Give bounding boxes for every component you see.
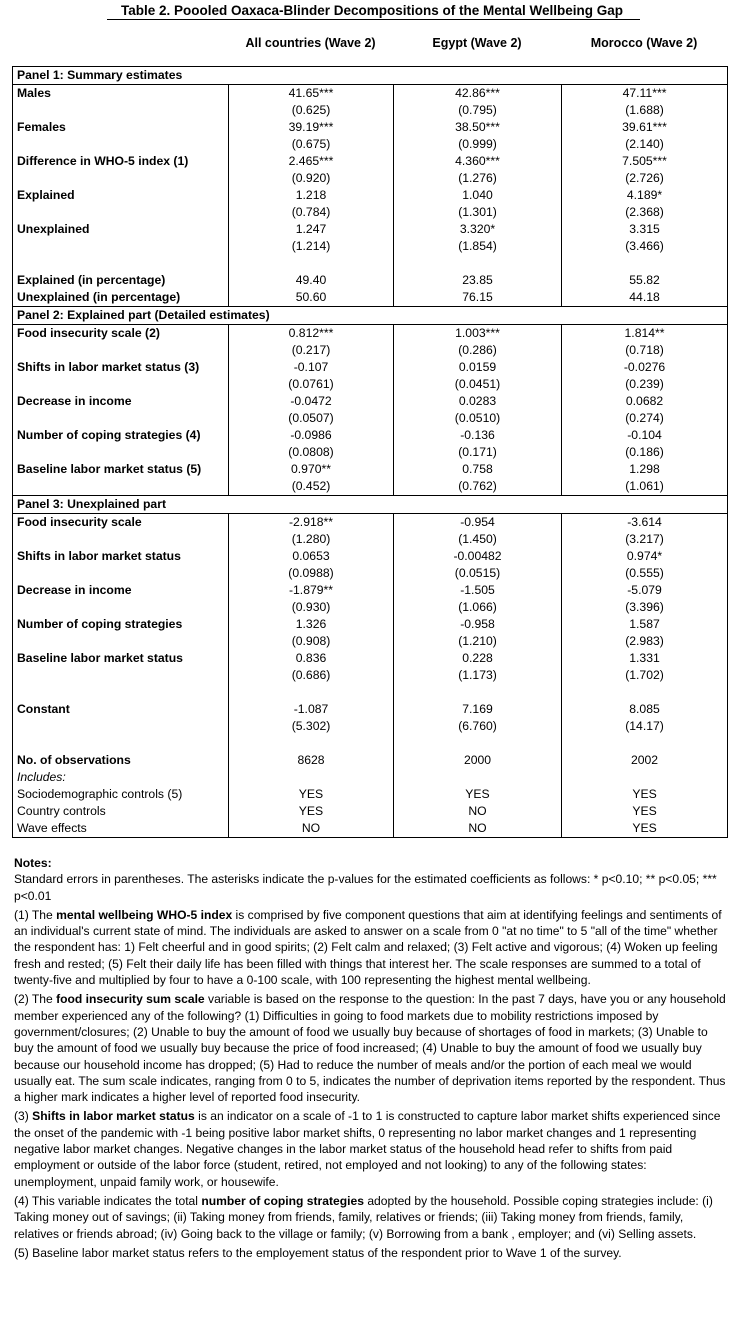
cell-value: 0.0653 xyxy=(229,548,394,565)
cell-value: 0.228 xyxy=(394,650,562,667)
cell-value: (2.726) xyxy=(562,170,728,187)
cell-value: -1.505 xyxy=(394,582,562,599)
cell-value: (1.854) xyxy=(394,238,562,255)
table-row xyxy=(13,633,728,650)
cell-value: 0.970** xyxy=(229,461,394,478)
row-label: Unexplained xyxy=(13,221,229,238)
row-label xyxy=(13,531,229,548)
cell-value: (0.0515) xyxy=(394,565,562,582)
row-label: Females xyxy=(13,119,229,136)
cell-value: YES xyxy=(394,786,562,803)
cell-value: -0.0986 xyxy=(229,427,394,444)
cell-value: 1.331 xyxy=(562,650,728,667)
cell-value: (0.784) xyxy=(229,204,394,221)
cell-value: 1.040 xyxy=(394,187,562,204)
table-row xyxy=(13,514,728,532)
cell-value: 2000 xyxy=(394,752,562,769)
table-row xyxy=(13,565,728,582)
cell-value: (1.280) xyxy=(229,531,394,548)
cell-value: (1.688) xyxy=(562,102,728,119)
cell-value: (0.0507) xyxy=(229,410,394,427)
table-row xyxy=(13,136,728,153)
panel-header: Panel 3: Unexplained part xyxy=(13,496,728,514)
title-underline xyxy=(107,19,640,20)
cell-value: (5.302) xyxy=(229,718,394,735)
table-row xyxy=(13,701,728,718)
cell-value: (1.061) xyxy=(562,478,728,496)
cell-value: (1.276) xyxy=(394,170,562,187)
cell-value: 3.320* xyxy=(394,221,562,238)
cell-value: YES xyxy=(562,786,728,803)
row-label: Shifts in labor market status xyxy=(13,548,229,565)
table-row xyxy=(13,548,728,565)
cell-value: (0.274) xyxy=(562,410,728,427)
row-label xyxy=(13,444,229,461)
cell-value: YES xyxy=(229,803,394,820)
cell-value: (3.396) xyxy=(562,599,728,616)
cell-value: (0.171) xyxy=(394,444,562,461)
cell-value: (1.210) xyxy=(394,633,562,650)
cell-value: 0.758 xyxy=(394,461,562,478)
row-label: Number of coping strategies (4) xyxy=(13,427,229,444)
notes-heading: Notes: xyxy=(14,856,52,870)
column-header-egypt: Egypt (Wave 2) xyxy=(432,36,522,50)
cell-value xyxy=(562,255,728,272)
cell-value: 8628 xyxy=(229,752,394,769)
table-row xyxy=(13,187,728,204)
cell-value: 39.19*** xyxy=(229,119,394,136)
cell-value: 1.218 xyxy=(229,187,394,204)
cell-value: -0.107 xyxy=(229,359,394,376)
cell-value xyxy=(229,255,394,272)
cell-value: 7.505*** xyxy=(562,153,728,170)
cell-value: (0.999) xyxy=(394,136,562,153)
column-header-morocco: Morocco (Wave 2) xyxy=(590,36,698,50)
cell-value: 4.189* xyxy=(562,187,728,204)
table-row xyxy=(13,221,728,238)
cell-value: -3.614 xyxy=(562,514,728,532)
cell-value: YES xyxy=(562,820,728,838)
cell-value: 50.60 xyxy=(229,289,394,307)
cell-value: 0.812*** xyxy=(229,325,394,343)
row-label: Constant xyxy=(13,701,229,718)
row-label xyxy=(13,718,229,735)
table-row xyxy=(13,272,728,289)
cell-value: 42.86*** xyxy=(394,85,562,103)
cell-value: NO xyxy=(394,820,562,838)
cell-value: 55.82 xyxy=(562,272,728,289)
cell-value: (0.686) xyxy=(229,667,394,684)
note-4: (4) This variable indicates the total number of coping strategies adopted by the household. Possible coping strategies include: (i) Taking money out of savings; (ii) Taking money from friends, family, relatives or friends; (iii) Taking money from friends, family, relatives or friends abroad; (iv) Going back to the village or family; (v) Borrowing from a bank , employer; and (vi) Selling assets. xyxy=(14,1193,713,1241)
row-label xyxy=(13,136,229,153)
note-standard-errors: Standard errors in parentheses. The asterisks indicate the p-values for the estimated coefficients as follows: * p<0.10; ** p<0.05; *** p<0.01 xyxy=(14,872,717,903)
cell-value: -0.136 xyxy=(394,427,562,444)
cell-value: 0.0283 xyxy=(394,393,562,410)
cell-value: 23.85 xyxy=(394,272,562,289)
row-label: Baseline labor market status (5) xyxy=(13,461,229,478)
cell-value: -0.954 xyxy=(394,514,562,532)
decomposition-table xyxy=(12,66,728,838)
panel-header: Panel 1: Summary estimates xyxy=(13,67,728,85)
cell-value: 47.11*** xyxy=(562,85,728,103)
cell-value: 7.169 xyxy=(394,701,562,718)
cell-value: (0.555) xyxy=(562,565,728,582)
table-row xyxy=(13,238,728,255)
row-label: Food insecurity scale xyxy=(13,514,229,532)
cell-value: (0.239) xyxy=(562,376,728,393)
cell-value: -0.958 xyxy=(394,616,562,633)
row-label: No. of observations xyxy=(13,752,229,769)
cell-value: NO xyxy=(394,803,562,820)
cell-value: (0.625) xyxy=(229,102,394,119)
cell-value: (0.762) xyxy=(394,478,562,496)
row-label xyxy=(13,565,229,582)
row-label: Males xyxy=(13,85,229,103)
cell-value: (2.368) xyxy=(562,204,728,221)
note-2: (2) The food insecurity sum scale variable is based on the response to the question: In the past 7 days, have you or any household member experienced any of the following? (1) Difficulties in going to food markets due to mobility restrictions imposed by government/closures; (2) Unable to buy the amount of food we usually buy because of shortages of food in markets; (3) Unable to buy the amount of food we usually buy because the price of food increased; (4) Unable to buy the amount of food we usually buy because our household income has dropped; (5) Had to reduce the number of meals and/or the portion of each meal we would usually eat. The sum scale indicates, ranging from 0 to 5, indicates the number of deprivation items reported by the respondent. Thus a higher mark indicates a higher level of reported food insecurity. xyxy=(14,992,726,1105)
cell-value: (0.286) xyxy=(394,342,562,359)
row-label xyxy=(13,478,229,496)
cell-value: 1.587 xyxy=(562,616,728,633)
cell-value: (1.301) xyxy=(394,204,562,221)
table-row xyxy=(13,667,728,684)
table-row xyxy=(13,803,728,820)
row-label: Shifts in labor market status (3) xyxy=(13,359,229,376)
row-label: Baseline labor market status xyxy=(13,650,229,667)
cell-value: (0.0510) xyxy=(394,410,562,427)
cell-value: 0.0682 xyxy=(562,393,728,410)
cell-value xyxy=(394,735,562,752)
table-row xyxy=(13,786,728,803)
row-label xyxy=(13,102,229,119)
cell-value: (1.066) xyxy=(394,599,562,616)
cell-value: 0.836 xyxy=(229,650,394,667)
cell-value: 0.0159 xyxy=(394,359,562,376)
row-label xyxy=(13,599,229,616)
table-row xyxy=(13,376,728,393)
cell-value: (3.217) xyxy=(562,531,728,548)
cell-value: (0.795) xyxy=(394,102,562,119)
cell-value: -0.0472 xyxy=(229,393,394,410)
cell-value: (0.930) xyxy=(229,599,394,616)
cell-empty xyxy=(394,769,562,786)
column-header-all-countries: All countries (Wave 2) xyxy=(245,36,376,50)
cell-value: 4.360*** xyxy=(394,153,562,170)
cell-value: -2.918** xyxy=(229,514,394,532)
table-row xyxy=(13,616,728,633)
table-row xyxy=(13,444,728,461)
cell-value: 3.315 xyxy=(562,221,728,238)
cell-value: (1.173) xyxy=(394,667,562,684)
row-label xyxy=(13,684,229,701)
cell-value: (1.450) xyxy=(394,531,562,548)
cell-value: (0.0451) xyxy=(394,376,562,393)
cell-value: 2.465*** xyxy=(229,153,394,170)
cell-value: (2.983) xyxy=(562,633,728,650)
cell-value: (0.920) xyxy=(229,170,394,187)
cell-value: 76.15 xyxy=(394,289,562,307)
cell-value: -0.0276 xyxy=(562,359,728,376)
cell-value: 1.298 xyxy=(562,461,728,478)
row-label: Number of coping strategies xyxy=(13,616,229,633)
table-row xyxy=(13,478,728,496)
row-label: Wave effects xyxy=(13,820,229,838)
cell-value xyxy=(394,255,562,272)
cell-value: 1.326 xyxy=(229,616,394,633)
cell-empty xyxy=(562,769,728,786)
panel-header-row xyxy=(13,67,728,85)
cell-value: (0.186) xyxy=(562,444,728,461)
table-row xyxy=(13,85,728,103)
cell-value: (14.17) xyxy=(562,718,728,735)
cell-value: 8.085 xyxy=(562,701,728,718)
table-row xyxy=(13,325,728,343)
row-label xyxy=(13,667,229,684)
row-label: Decrease in income xyxy=(13,582,229,599)
table-row xyxy=(13,531,728,548)
panel-header: Panel 2: Explained part (Detailed estimates) xyxy=(13,307,728,325)
cell-value: 49.40 xyxy=(229,272,394,289)
row-label xyxy=(13,342,229,359)
row-label: Decrease in income xyxy=(13,393,229,410)
row-label: Unexplained (in percentage) xyxy=(13,289,229,307)
notes-section xyxy=(14,855,726,1264)
row-label: Food insecurity scale (2) xyxy=(13,325,229,343)
row-label: Country controls xyxy=(13,803,229,820)
cell-value: YES xyxy=(229,786,394,803)
cell-empty xyxy=(229,769,394,786)
cell-value: NO xyxy=(229,820,394,838)
table-row xyxy=(13,119,728,136)
row-label: Sociodemographic controls (5) xyxy=(13,786,229,803)
table-row xyxy=(13,289,728,307)
cell-value: (0.217) xyxy=(229,342,394,359)
cell-value xyxy=(562,735,728,752)
includes-header-row xyxy=(13,769,728,786)
cell-value: (6.760) xyxy=(394,718,562,735)
cell-value: 0.974* xyxy=(562,548,728,565)
cell-value: YES xyxy=(562,803,728,820)
table-row xyxy=(13,342,728,359)
cell-value xyxy=(229,735,394,752)
cell-value: (0.675) xyxy=(229,136,394,153)
table-row xyxy=(13,170,728,187)
cell-value: 2002 xyxy=(562,752,728,769)
cell-value: -5.079 xyxy=(562,582,728,599)
table-row xyxy=(13,599,728,616)
cell-value: 44.18 xyxy=(562,289,728,307)
row-label xyxy=(13,633,229,650)
row-label: Explained xyxy=(13,187,229,204)
cell-value: 1.247 xyxy=(229,221,394,238)
cell-value: 1.003*** xyxy=(394,325,562,343)
table-row xyxy=(13,461,728,478)
row-label xyxy=(13,170,229,187)
table-row xyxy=(13,359,728,376)
cell-value: 39.61*** xyxy=(562,119,728,136)
cell-value: -1.879** xyxy=(229,582,394,599)
row-label: Difference in WHO-5 index (1) xyxy=(13,153,229,170)
cell-value: (0.0808) xyxy=(229,444,394,461)
table-row xyxy=(13,393,728,410)
table-row xyxy=(13,427,728,444)
table-row xyxy=(13,153,728,170)
cell-value: -0.104 xyxy=(562,427,728,444)
cell-value xyxy=(229,684,394,701)
cell-value: 38.50*** xyxy=(394,119,562,136)
note-3: (3) Shifts in labor market status is an indicator on a scale of -1 to 1 is constructed to capture labor market shifts experienced since the onset of the pandemic with -1 being positive labor market shifts, 0 representing no labor market changes and 1 representing negative labor market changes. Negative changes in the labor market status of the household head refer to shifts from paid employment or outside of the labor force (student, retired, not employed and not looking) to any of the following states: unemployment, unpaid family work, or housewife. xyxy=(14,1109,721,1189)
cell-value: 1.814** xyxy=(562,325,728,343)
note-5: (5) Baseline labor market status refers to the employement status of the respondent prior to Wave 1 of the survey. xyxy=(14,1245,622,1260)
row-label xyxy=(13,238,229,255)
cell-value: (0.452) xyxy=(229,478,394,496)
cell-value xyxy=(394,684,562,701)
table-row xyxy=(13,752,728,769)
table-row xyxy=(13,582,728,599)
table-row xyxy=(13,718,728,735)
table-row xyxy=(13,204,728,221)
table-title: Table 2. Poooled Oaxaca-Blinder Decompositions of the Mental Wellbeing Gap xyxy=(120,3,624,18)
cell-value: (0.718) xyxy=(562,342,728,359)
row-label xyxy=(13,376,229,393)
cell-value: (0.0761) xyxy=(229,376,394,393)
row-label xyxy=(13,255,229,272)
cell-value: (1.214) xyxy=(229,238,394,255)
row-label xyxy=(13,204,229,221)
cell-value: -1.087 xyxy=(229,701,394,718)
cell-value: 41.65*** xyxy=(229,85,394,103)
cell-value xyxy=(562,684,728,701)
cell-value: (0.908) xyxy=(229,633,394,650)
table-row xyxy=(13,735,728,752)
cell-value: -0.00482 xyxy=(394,548,562,565)
table-row xyxy=(13,650,728,667)
note-1: (1) The mental wellbeing WHO-5 index is comprised by five component questions that aim at identifying feelings and sentiments of an individual's current state of mind. The individuals are asked to answer on a scale from 0 "at no time" to 5 "all of the time" whether the respondent has: 1) Felt cheerful and in good spirits; (2) Felt calm and relaxed; (3) Felt active and vigorous; (4) Woken up feeling fresh and rested; (5) Felt their daily life has been filled with things that interest her. The scale responses are summed to a total of twenty-five and multiplied by four to have a 0-100 scale, with 100 representing the highest mental wellbeing. xyxy=(14,907,722,988)
panel-header-row xyxy=(13,496,728,514)
cell-value: (0.0988) xyxy=(229,565,394,582)
row-label xyxy=(13,735,229,752)
table-row xyxy=(13,102,728,119)
table-row xyxy=(13,255,728,272)
cell-value: (1.702) xyxy=(562,667,728,684)
cell-value: (3.466) xyxy=(562,238,728,255)
table-row xyxy=(13,820,728,838)
panel-header-row xyxy=(13,307,728,325)
includes-label: Includes: xyxy=(13,769,229,786)
row-label xyxy=(13,410,229,427)
table-row xyxy=(13,684,728,701)
row-label: Explained (in percentage) xyxy=(13,272,229,289)
table-row xyxy=(13,410,728,427)
cell-value: (2.140) xyxy=(562,136,728,153)
